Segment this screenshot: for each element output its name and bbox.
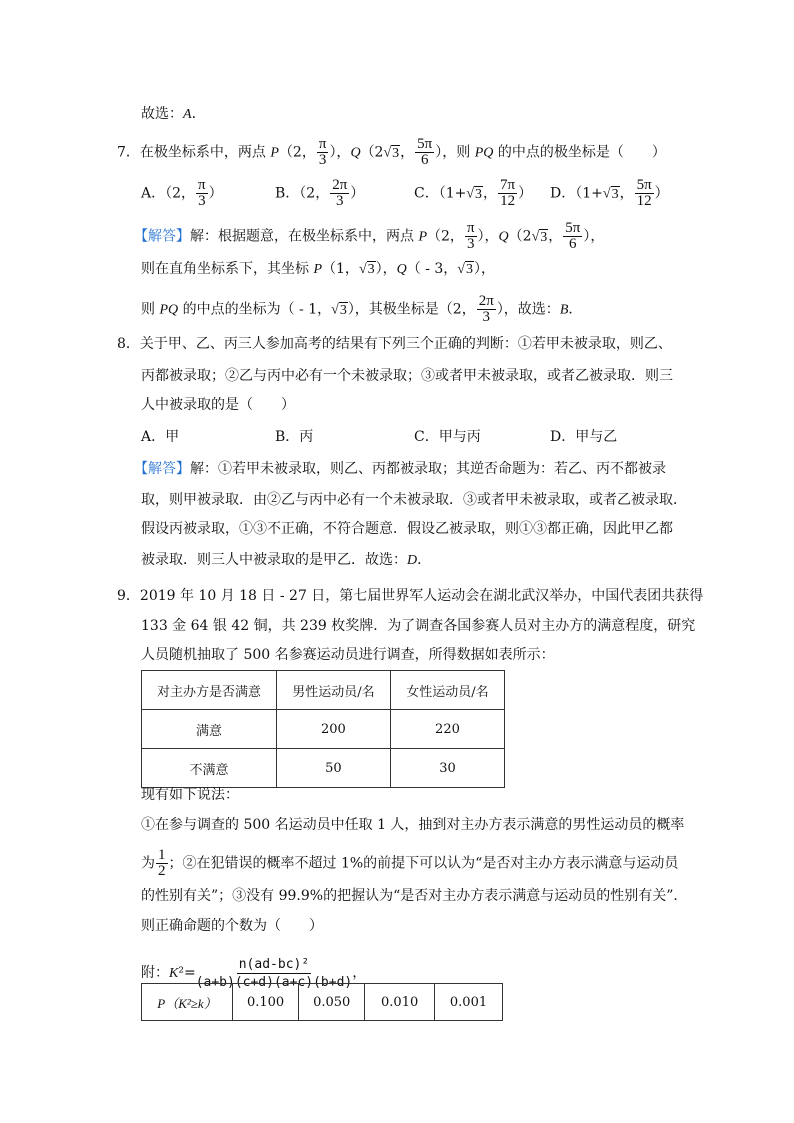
table-row — [142, 984, 503, 1021]
q7-solution-line-3 — [141, 294, 582, 325]
q7-solution-answer: B — [559, 302, 569, 318]
q8-solution-line-1 — [134, 459, 666, 479]
q7-solution-result-num: 2π — [478, 293, 494, 309]
prev-answer-line — [141, 104, 206, 125]
q7-q-angle — [415, 137, 434, 168]
q8-stem-line-2: 丙都被录取；②乙与丙中必有一个未被录取；③或者甲未被录取，或者乙被录取．则三 — [141, 368, 673, 384]
q7-solution-q-angle-den: 6 — [569, 236, 577, 252]
q7-option-d-comma: ， — [619, 185, 634, 202]
q7-option-c-comma: ， — [483, 185, 498, 202]
q7-solution-rect-q-open: （ - 3， — [406, 261, 458, 277]
q8-option-b: B．丙 — [275, 429, 314, 445]
q9-after-text-3b: ；②在犯错误的概率不超过 1%的前提下可以认为“是否对主办方表示满意与运动员 — [168, 855, 679, 872]
formula-comma: ， — [352, 965, 367, 981]
q9-after-line-1: 现有如下说法： — [141, 787, 239, 803]
table-cell: 0.001 — [435, 984, 503, 1021]
q7-option-a-num: π — [198, 177, 206, 193]
q7-solution-text-1: 解：根据题意，在极坐标系中，两点 — [190, 228, 419, 245]
table-cell: 0.050 — [299, 984, 365, 1021]
q7-option-c — [414, 178, 532, 209]
q7-option-c-frac — [498, 178, 517, 209]
table-header-cell: 对主办方是否满意 — [142, 671, 277, 710]
table-cell: 0.010 — [365, 984, 435, 1021]
table-cell: 不满意 — [142, 749, 277, 788]
q8-solution-line-4 — [141, 550, 431, 571]
q7-option-a-label: A．（2， — [141, 185, 196, 202]
q7-option-c-sqrt: √3 — [466, 186, 483, 202]
table-cell: 50 — [276, 749, 390, 788]
q7-solution-line-1 — [134, 221, 604, 252]
q7-option-c-radicand: 3 — [475, 186, 483, 202]
q7-number: 7． — [117, 144, 140, 161]
q7-solution-q-open: （2 — [508, 228, 532, 245]
table-cell: 30 — [390, 749, 504, 788]
q7-solution-period: ． — [568, 301, 583, 318]
q8-solution-text-4: 被录取．则三人中被录取的是甲乙．故选： — [141, 552, 407, 568]
q7-solution-text-3c: ），其极坐标是（2， — [347, 301, 476, 318]
q7-point-q: Q — [350, 145, 361, 161]
q7-q-angle-den: 6 — [420, 152, 429, 168]
q8-solution-tag: 【解答】 — [134, 461, 190, 477]
q7-solution-pq: PQ — [159, 302, 179, 318]
q7-solution-q-comma: ， — [548, 228, 563, 245]
table-cell: 200 — [276, 710, 390, 749]
q8-solution-line-3: 假设丙被录取，①③不正确，不符合题意．假设乙被录取，则①③都正确，因此甲乙都 — [141, 521, 673, 537]
q9-after-line-5: 则正确命题的个数为（ ） — [141, 918, 323, 934]
q7-q-sqrt-radicand: 3 — [392, 145, 400, 161]
q7-solution-q-angle — [563, 221, 582, 252]
q7-solution-q: Q — [498, 229, 509, 245]
q7-stem-text-1: 在极坐标系中，两点 — [139, 144, 271, 161]
q9-probability-den: 2 — [158, 863, 166, 879]
table-row — [142, 749, 505, 788]
table-header-cell: 女性运动员/名 — [390, 671, 504, 710]
formula-label: 附： — [141, 965, 169, 981]
q7-p-close: ）， — [329, 144, 351, 161]
q7-solution-mid-sqrt: √3 — [331, 302, 347, 318]
q7-option-a-frac — [196, 178, 208, 209]
q7-solution-text-2: 则在直角坐标系下，其坐标 — [141, 261, 314, 277]
survey-table — [141, 670, 505, 788]
q8-solution-text-1: 解：①若甲未被录取，则乙、丙都被录取；其逆否命题为：若乙、丙不都被录 — [190, 461, 666, 477]
q8-solution-period: ． — [417, 552, 432, 568]
q9-stem-line-2: 133 金 64 银 42 铜，共 239 枚奖牌．为了调查各国参赛人员对主办方的满意程度，研究 — [141, 618, 696, 634]
prev-answer-period: ． — [191, 106, 206, 122]
q7-option-c-label: C．（1+ — [414, 185, 467, 202]
q7-p-angle-num: π — [318, 136, 327, 152]
q7-option-c-close: ） — [518, 185, 533, 202]
q7-p-angle-den: 3 — [318, 152, 327, 168]
table-cell: 满意 — [142, 710, 277, 749]
q7-solution-rect-p-close: ）， — [375, 261, 397, 277]
q7-stem-text-2: ），则 — [435, 144, 475, 161]
q7-p-angle — [317, 137, 329, 168]
q7-option-d-close: ） — [654, 185, 669, 202]
q8-option-a: A．甲 — [141, 429, 180, 445]
q7-solution-p-open: （2， — [427, 228, 464, 245]
table-header-row — [142, 671, 505, 710]
q7-solution-line-2 — [141, 259, 495, 280]
q7-q-open: （2 — [360, 144, 384, 161]
formula-denominator: (a+b)(c+d)(a+c)(b+d) — [195, 974, 353, 990]
q7-option-a — [141, 178, 223, 209]
q7-solution-p-angle-num: π — [466, 220, 475, 236]
q7-stem — [117, 137, 666, 168]
q7-solution-p-angle-den: 3 — [466, 236, 475, 252]
q7-point-p: P — [270, 145, 279, 161]
q7-option-b-num: 2π — [332, 177, 348, 193]
formula-numerator: n(ad-bc)² — [238, 956, 310, 972]
q7-solution-q-sqrt: √3 — [531, 229, 548, 245]
table-header-cell: 男性运动员/名 — [276, 671, 390, 710]
q7-p-open: （2， — [278, 144, 316, 161]
q7-solution-rect-p-radicand: 3 — [367, 262, 375, 277]
q7-option-b-label: B．（2， — [275, 185, 330, 202]
q7-solution-rect-p-open: （1， — [322, 261, 359, 277]
q8-solution-answer: D — [407, 553, 418, 568]
q8-option-d: D．甲与乙 — [550, 429, 618, 445]
q7-solution-q-angle-num: 5π — [565, 220, 581, 236]
q7-solution-text-3a: 则 — [141, 301, 160, 318]
q7-option-b — [275, 178, 364, 209]
q8-solution-line-2: 取，则甲被录取．由②乙与丙中必有一个未被录取．③或者甲未被录取，或者乙被录取． — [141, 492, 687, 508]
q9-stem-line-1: 9．2019 年 10 月 18 日 - 27 日，第七届世界军人运动会在湖北武汉举办，中国代表团共获得 — [117, 588, 704, 604]
q7-q-comma: ， — [400, 144, 415, 161]
q8-stem-line-3: 人中被录取的是（ ） — [141, 397, 295, 413]
q7-solution-rect-q-sqrt: √3 — [457, 262, 473, 277]
q7-option-d-den: 12 — [636, 193, 652, 209]
q7-q-sqrt: √3 — [383, 145, 400, 161]
q7-option-d — [550, 178, 669, 209]
q8-stem-line-1: 8．关于甲、乙、丙三人参加高考的结果有下列三个正确的判断：①若甲未被录取，则乙、 — [117, 336, 672, 352]
q7-option-d-label: D．（1+ — [550, 185, 603, 202]
q7-solution-rect-q: Q — [396, 262, 407, 277]
q7-solution-p-close: ）， — [477, 228, 499, 245]
q7-option-a-den: 3 — [198, 193, 206, 209]
q7-solution-result-den: 3 — [482, 309, 491, 325]
table-cell: 220 — [390, 710, 504, 749]
table-cell: 0.100 — [232, 984, 298, 1021]
q7-option-d-sqrt: √3 — [602, 186, 619, 202]
q7-option-c-num: 7π — [500, 177, 516, 193]
q7-solution-result-angle — [477, 294, 496, 325]
prev-answer-letter: A — [183, 107, 192, 122]
q7-solution-mid-radicand: 3 — [339, 302, 347, 318]
q7-solution-q-close: ）， — [583, 228, 605, 245]
prev-answer-text: 故选： — [141, 106, 183, 122]
q9-probability-num: 1 — [158, 847, 166, 863]
q7-solution-text-3d: ），故选： — [496, 301, 560, 318]
q7-solution-p-angle — [465, 221, 477, 252]
q7-option-c-den: 12 — [500, 193, 516, 209]
q9-probability-fraction — [156, 848, 168, 879]
table-cell: P（K²≥k） — [142, 984, 233, 1021]
table-row — [142, 710, 505, 749]
q7-option-b-den: 3 — [335, 193, 344, 209]
q7-solution-tag: 【解答】 — [134, 228, 190, 245]
q7-q-angle-num: 5π — [417, 136, 433, 152]
q9-after-line-3 — [141, 848, 678, 879]
q9-stem-line-3: 人员随机抽取了 500 名参赛运动员进行调查，所得数据如表所示： — [141, 647, 555, 663]
q7-stem-text-3: 的中点的极坐标是（ ） — [493, 144, 666, 161]
q7-solution-rect-q-close: ）， — [473, 261, 495, 277]
q7-solution-rect-q-radicand: 3 — [465, 262, 473, 277]
q7-option-d-radicand: 3 — [611, 186, 619, 202]
q7-solution-rect-p-sqrt: √3 — [358, 262, 375, 277]
q9-after-line-2: ①在参与调查的 500 名运动员中任取 1 人，抽到对主办方表示满意的男性运动员的概率 — [141, 817, 685, 833]
q7-option-b-frac — [330, 178, 349, 209]
q7-solution-p: P — [418, 229, 428, 245]
q7-solution-rect-p: P — [313, 262, 323, 277]
q7-pq: PQ — [474, 145, 494, 161]
q7-option-a-close: ） — [208, 185, 223, 202]
q7-option-d-num: 5π — [636, 177, 652, 193]
k-critical-table — [141, 983, 503, 1021]
formula-eq: ²= — [178, 965, 196, 981]
q7-solution-text-3b: 的中点的坐标为（ - 1， — [178, 301, 332, 318]
q9-after-line-4: 的性别有关”；③没有 99.9%的把握认为“是否对主办方表示满意与运动员的性别有关”． — [141, 888, 688, 904]
q8-option-c: C．甲与丙 — [414, 429, 481, 445]
q9-after-text-3a: 为 — [141, 855, 155, 872]
q7-option-d-frac — [635, 178, 654, 209]
formula-k: K — [169, 966, 179, 981]
q7-solution-q-radicand: 3 — [540, 229, 548, 245]
q7-option-b-close: ） — [350, 185, 365, 202]
